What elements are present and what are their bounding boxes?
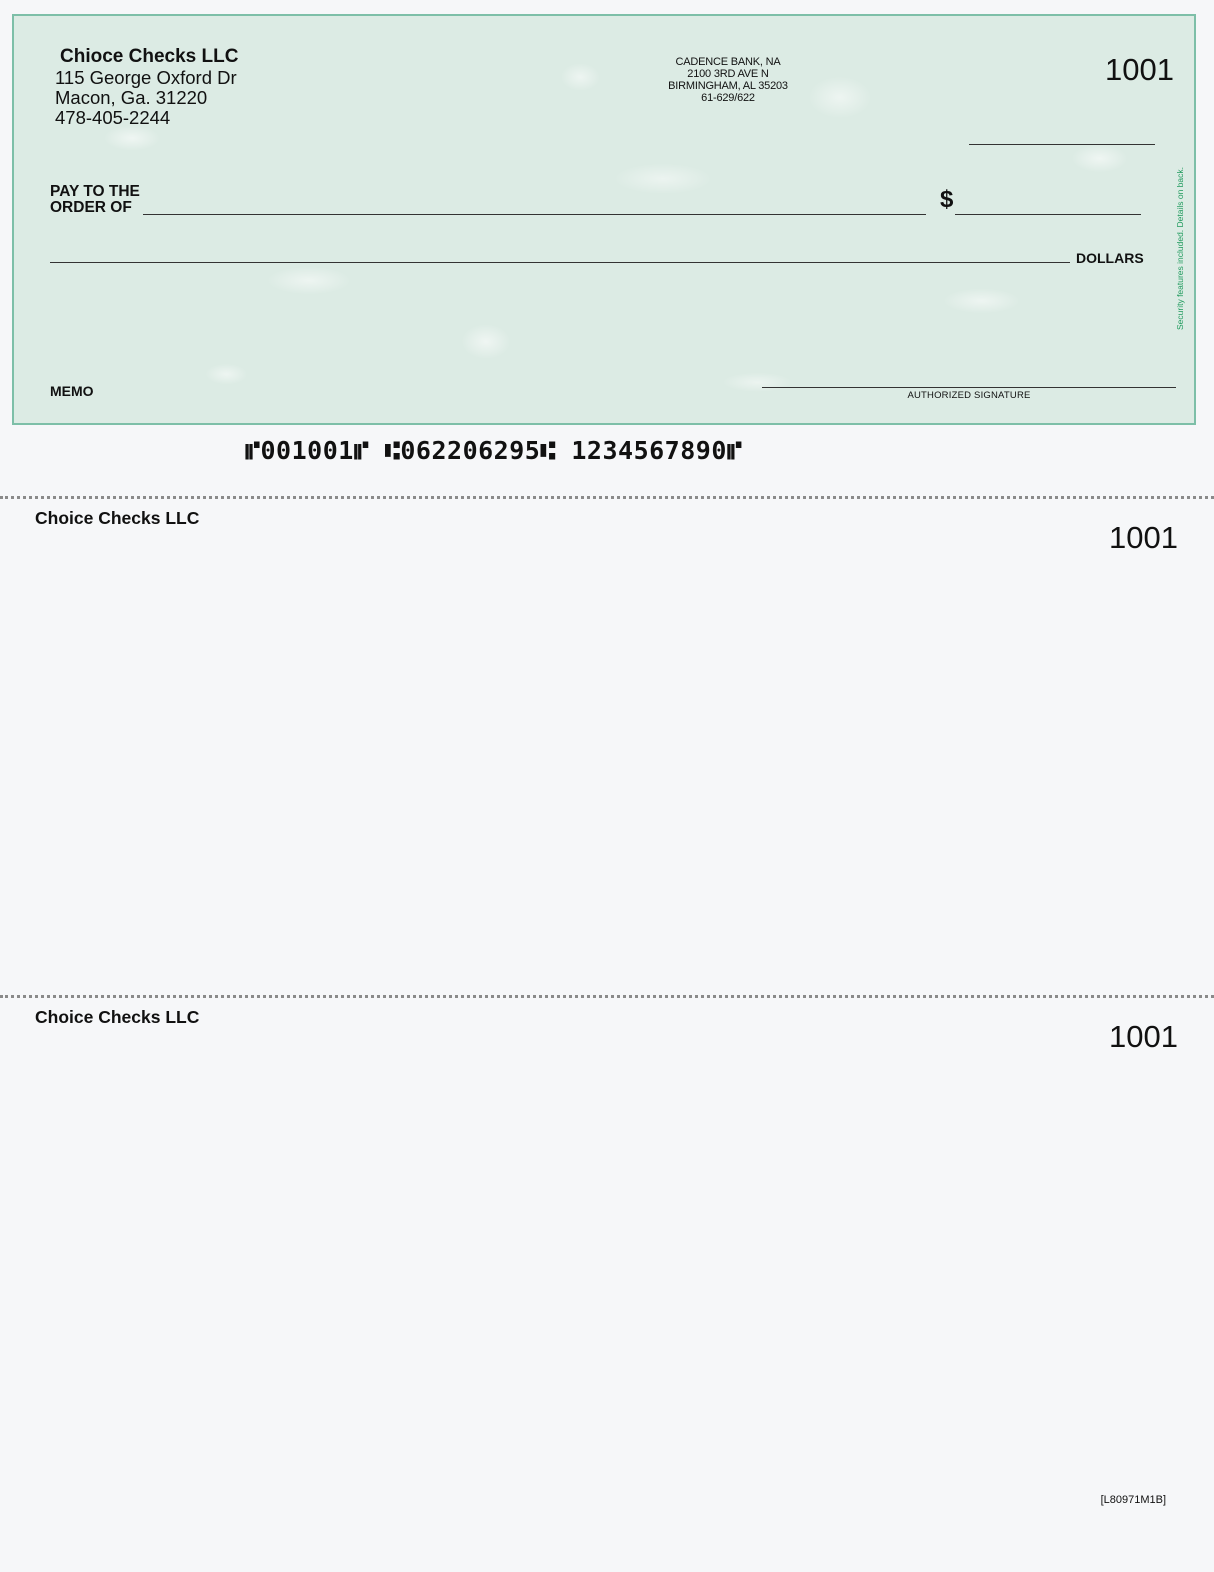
perforation-2 bbox=[0, 995, 1214, 998]
company-phone: 478-405-2244 bbox=[55, 107, 171, 128]
written-amount-line[interactable] bbox=[50, 262, 1070, 263]
payee-line[interactable] bbox=[143, 214, 926, 215]
pay-to-label-line1: PAY TO THE bbox=[50, 183, 140, 200]
signature-line[interactable] bbox=[762, 387, 1176, 388]
company-name: Chioce Checks LLC bbox=[60, 46, 239, 67]
pay-to-label bbox=[50, 184, 140, 216]
bank-city: BIRMINGHAM, AL 35203 bbox=[668, 80, 788, 92]
stub-2-check-number: 1001 bbox=[1109, 1019, 1178, 1054]
stub-2-company-name: Choice Checks LLC bbox=[35, 1007, 200, 1027]
check-face bbox=[12, 14, 1196, 425]
form-code: [L80971M1B] bbox=[1100, 1494, 1166, 1506]
dollar-sign: $ bbox=[940, 186, 954, 213]
company-address-line1: 115 George Oxford Dr bbox=[55, 67, 237, 88]
bank-street: 2100 3RD AVE N bbox=[687, 68, 769, 80]
date-line[interactable] bbox=[969, 144, 1155, 145]
memo-label: MEMO bbox=[50, 383, 94, 399]
dollars-label: DOLLARS bbox=[1076, 250, 1144, 266]
signature-label: AUTHORIZED SIGNATURE bbox=[907, 390, 1031, 401]
amount-line[interactable] bbox=[955, 214, 1141, 215]
company-address-line2: Macon, Ga. 31220 bbox=[55, 87, 208, 108]
check-number: 1001 bbox=[1105, 52, 1174, 87]
stub-1-check-number: 1001 bbox=[1109, 520, 1178, 555]
security-features-note: Security features included. Details on back. bbox=[1175, 166, 1185, 330]
stub-1-company-name: Choice Checks LLC bbox=[35, 508, 200, 528]
perforation-1 bbox=[0, 496, 1214, 499]
bank-fraction: 61-629/622 bbox=[701, 92, 755, 104]
pay-to-label-line2: ORDER OF bbox=[50, 199, 132, 216]
micr-line: ⑈001001⑈ ⑆062206295⑆ 1234567890⑈ bbox=[245, 436, 743, 465]
bank-name: CADENCE BANK, NA bbox=[675, 56, 781, 68]
bank-info bbox=[634, 56, 822, 104]
